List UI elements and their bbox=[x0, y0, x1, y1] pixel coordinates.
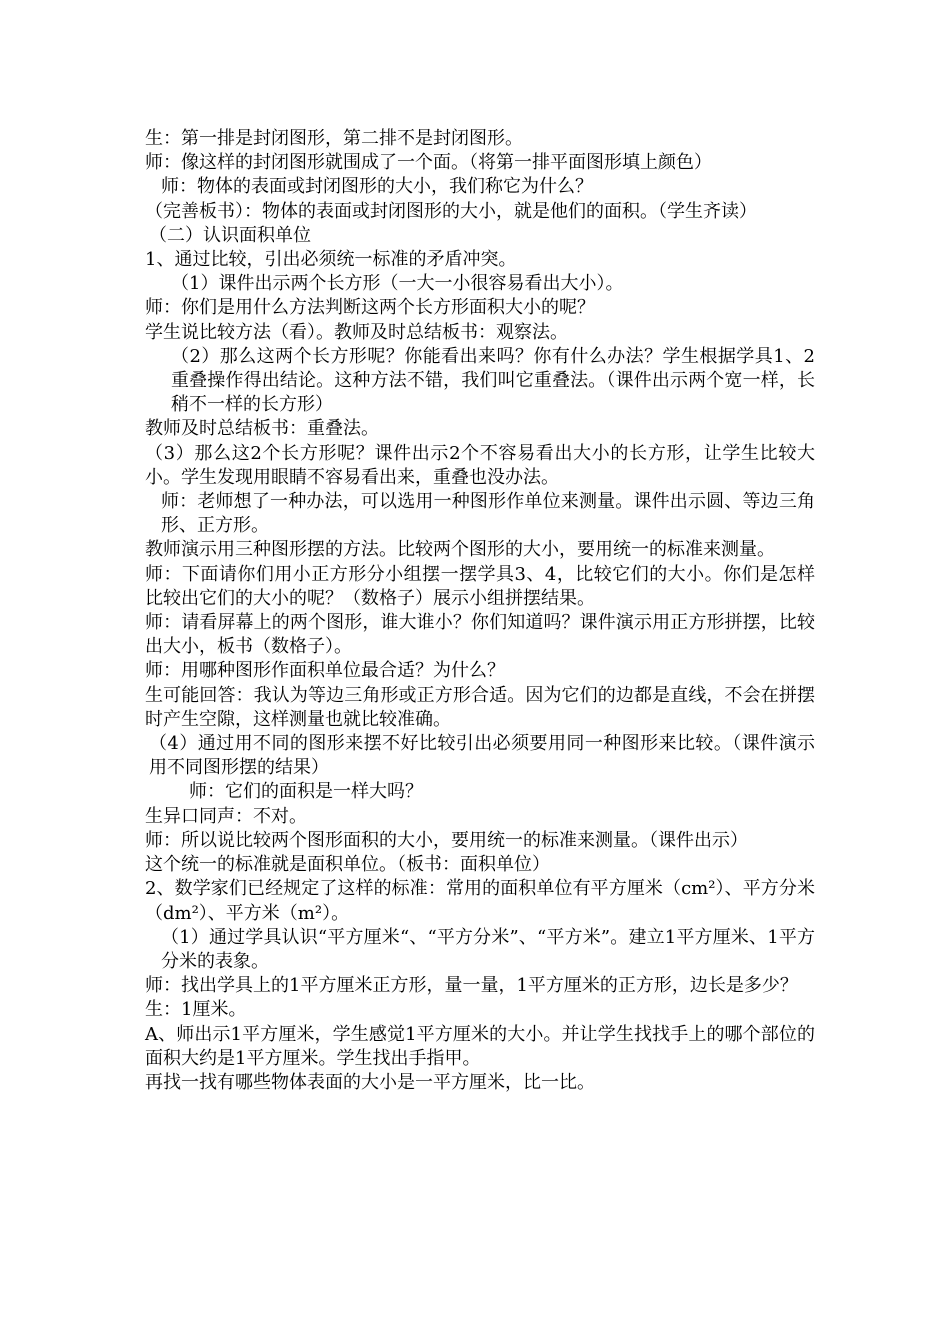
paragraph: 这个统一的标准就是面积单位。（板书：面积单位） bbox=[145, 854, 550, 876]
paragraph: （3）那么这2个长方形呢？课件出示2个不容易看出大小的长方形，让学生比较大小。学生发现用眼睛不容易看出来，重叠也没办法。 bbox=[145, 442, 815, 488]
paragraph: 师：所以说比较两个图形面积的大小，要用统一的标准来测量。（课件出示） bbox=[145, 829, 748, 851]
paragraph: 师：像这样的封闭图形就围成了一个面。（将第一排平面图形填上颜色） bbox=[145, 152, 712, 174]
paragraph: 生：第一排是封闭图形，第二排不是封闭图形。 bbox=[145, 128, 523, 149]
paragraph: 生可能回答：我认为等边三角形或正方形合适。因为它们的边都是直线，不会在拼摆时产生空隙，这样测量也就比较准确。 bbox=[145, 684, 815, 730]
paragraph: （2）那么这两个长方形呢？你能看出来吗？你有什么办法？学生根据学具1、2重叠操作得出结论。这种方法不错，我们叫它重叠法。（课件出示两个宽一样，长稍不一样的长方形） bbox=[171, 345, 815, 416]
document-body bbox=[145, 127, 815, 1095]
paragraph: （完善板书）：物体的表面或封闭图形的大小，就是他们的面积。（学生齐读） bbox=[145, 200, 757, 222]
paragraph: 生异口同声：不对。 bbox=[145, 805, 307, 827]
paragraph: 师：老师想了一种办法，可以选用一种图形作单位来测量。课件出示圆、等边三角形、正方形。 bbox=[161, 491, 815, 537]
paragraph: 2、数学家们已经规定了这样的标准：常用的面积单位有平方厘米（cm²）、平方分米（dm²）、平方米（m²）。 bbox=[145, 878, 815, 924]
paragraph: 教师演示用三种图形摆的方法。比较两个图形的大小，要用统一的标准来测量。 bbox=[145, 539, 775, 561]
paragraph: 教师及时总结板书：重叠法。 bbox=[145, 418, 379, 440]
paragraph: （4）通过用不同的图形来摆不好比较引出必须要用同一种图形来比较。（课件演示用不同图形摆的结果） bbox=[149, 733, 815, 779]
paragraph: 生：1厘米。 bbox=[145, 999, 247, 1021]
paragraph: 师：它们的面积是一样大吗？ bbox=[189, 781, 423, 803]
paragraph: （1）课件出示两个长方形（一大一小很容易看出大小）。 bbox=[171, 273, 624, 295]
section-heading: （二）认识面积单位 bbox=[149, 224, 311, 246]
paragraph: A、师出示1平方厘米，学生感觉1平方厘米的大小。并让学生找找手上的哪个部位的面积大约是1平方厘米。学生找出手指甲。 bbox=[145, 1023, 815, 1069]
paragraph: 师：物体的表面或封闭图形的大小，我们称它为什么？ bbox=[161, 176, 593, 198]
paragraph: 师：你们是用什么方法判断这两个长方形面积大小的呢？ bbox=[145, 297, 595, 319]
paragraph: 学生说比较方法（看）。教师及时总结板书：观察法。 bbox=[145, 321, 568, 343]
paragraph: 师：下面请你们用小正方形分小组摆一摆学具3、4，比较它们的大小。你们是怎样比较出它们的大小的呢？（数格子）展示小组拼摆结果。 bbox=[145, 563, 815, 609]
paragraph: （1）通过学具认识“平方厘米“、“平方分米”、“平方米”。建立1平方厘米、1平方分米的表象。 bbox=[161, 926, 815, 972]
paragraph: 师：用哪种图形作面积单位最合适？为什么？ bbox=[145, 660, 505, 682]
paragraph: 再找一找有哪些物体表面的大小是一平方厘米，比一比。 bbox=[145, 1071, 595, 1093]
paragraph: 1、通过比较，引出必须统一标准的矛盾冲突。 bbox=[145, 249, 517, 271]
paragraph: 师：找出学具上的1平方厘米正方形，量一量，1平方厘米的正方形，边长是多少？ bbox=[145, 975, 798, 997]
paragraph: 师：请看屏幕上的两个图形，谁大谁小？你们知道吗？课件演示用正方形拼摆，比较出大小，板书（数格子）。 bbox=[145, 612, 815, 658]
